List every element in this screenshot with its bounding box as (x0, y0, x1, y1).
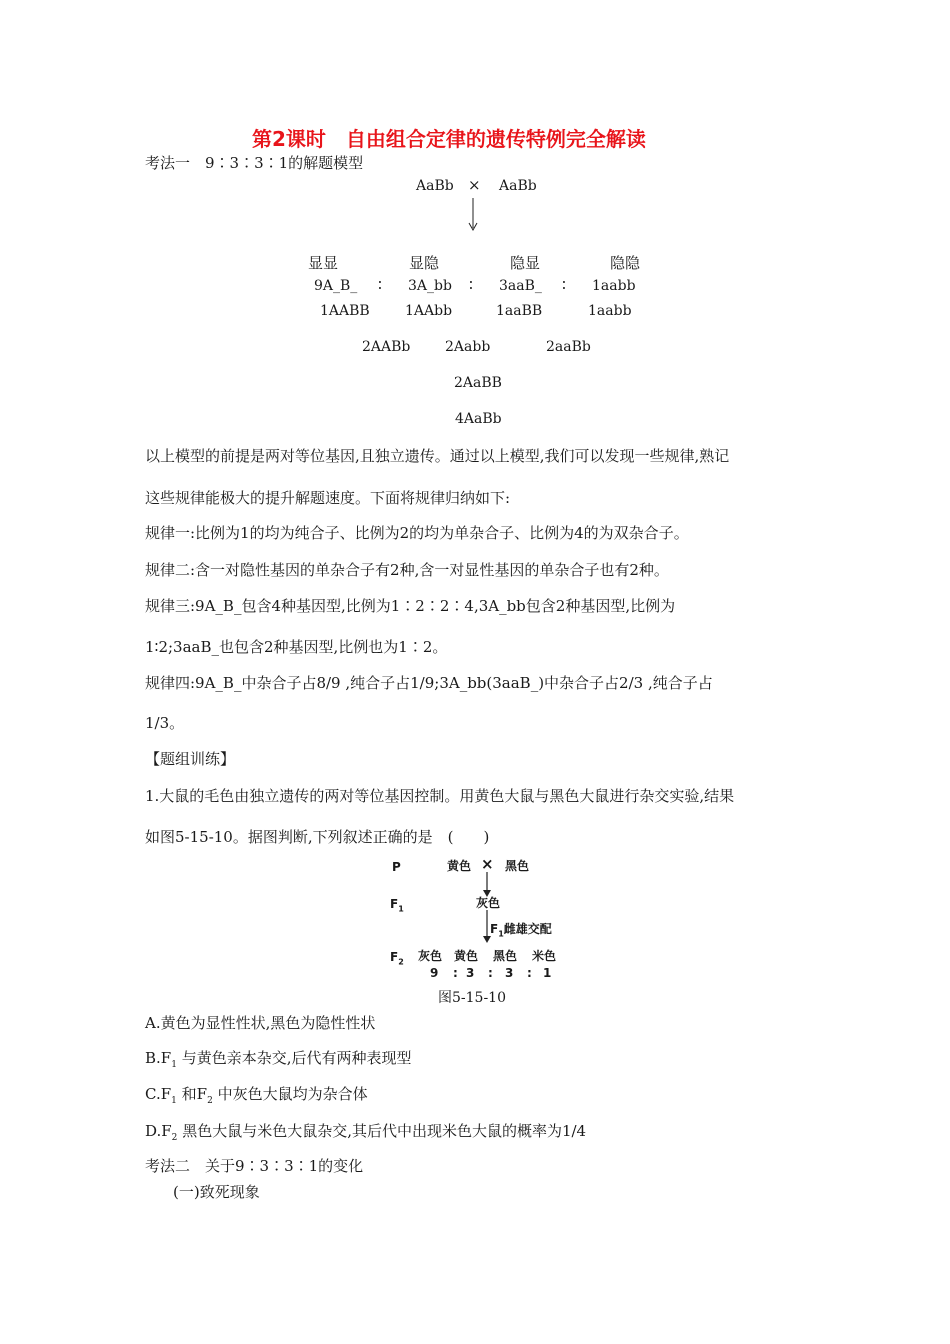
training-heading: 【题组训练】 (145, 750, 236, 768)
genotype: 2Aabb (445, 339, 491, 355)
ratio-separator: ∶ (562, 276, 566, 294)
method1-heading: 考法一 9∶3∶3∶1的解题模型 (145, 154, 364, 172)
genotype-group: 9A_B_ (314, 278, 358, 294)
genotype-group: 3A_bb (408, 278, 452, 294)
subsection-lethal: (一)致死现象 (173, 1183, 260, 1201)
question-1-cont: 如图5-15-10。据图判断,下列叙述正确的是 ( ) (145, 828, 490, 846)
p-label: P (392, 860, 401, 874)
parent-black: 黑色 (505, 859, 530, 873)
f2-phenotype: 黑色 (493, 949, 518, 963)
rule-three-cont: 1∶2;3aaB_也包含2种基因型,比例也为1∶2。 (145, 638, 448, 656)
parent-left: AaBb (416, 178, 454, 194)
figure-caption: 图5-15-10 (438, 990, 506, 1006)
option-b: $B.F_1$ 与黄色亲本杂交,后代有两种表现型 (145, 1049, 412, 1070)
rule-two: 规律二:含一对隐性基因的单杂合子有2种,含一对显性基因的单杂合子也有2种。 (145, 561, 669, 579)
rule-four: 规律四:9A_B_中杂合子占8/9 ,纯合子占1/9;3A_bb(3aaB_)中杂合子占2/3 ,纯合子占 (145, 674, 713, 692)
genotype: 1AABB (320, 303, 370, 319)
f1-gray: 灰色 (476, 896, 501, 910)
genotype: 1AAbb (405, 303, 453, 319)
cross-symbol: × (468, 176, 481, 194)
f2-ratio-sep: : (527, 966, 532, 980)
f2-ratio-sep: : (453, 966, 458, 980)
f2-phenotype: 米色 (532, 949, 557, 963)
question-1: 1.大鼠的毛色由独立遗传的两对等位基因控制。用黄色大鼠与黑色大鼠进行杂交实验,结果 (145, 787, 735, 805)
ratio-separator: ∶ (378, 276, 382, 294)
genotype-group: 1aabb (592, 278, 636, 294)
intro-line: 以上模型的前提是两对等位基因,且独立遗传。通过以上模型,我们可以发现一些规律,熟记 (145, 447, 730, 465)
option-a: A.黄色为显性性状,黑色为隐性性状 (145, 1014, 376, 1032)
genotype-group: 3aaB_ (499, 278, 542, 294)
down-arrow-icon (466, 198, 480, 232)
intro-line: 这些规律能极大的提升解题速度。下面将规律归纳如下: (145, 489, 511, 507)
parent-right: AaBb (499, 178, 537, 194)
genotype: 2aaBb (546, 339, 591, 355)
f2-ratio-value: 3 (505, 966, 514, 980)
f2-ratio-value: 1 (543, 966, 552, 980)
f2-ratio-sep: : (488, 966, 493, 980)
rule-one: 规律一:比例为1的均为纯合子、比例为2的均为单杂合子、比例为4的为双杂合子。 (145, 524, 689, 542)
genotype: 1aabb (588, 303, 632, 319)
phenotype-label: 隐显 (510, 254, 541, 272)
phenotype-label: 显显 (308, 254, 339, 272)
f2-ratio-value: 9 (430, 966, 439, 980)
page-title: 第2课时 自由组合定律的遗传特例完全解读 (252, 127, 646, 151)
rule-four-cont: 1/3。 (145, 714, 185, 732)
phenotype-label: 显隐 (409, 254, 440, 272)
genotype: 4AaBb (455, 411, 502, 427)
f1-mating-label: $F_1$雌雄交配 (490, 922, 552, 939)
genotype: 1aaBB (496, 303, 543, 319)
cross-symbol: × (481, 855, 494, 873)
f2-ratio-value: 3 (466, 966, 475, 980)
phenotype-label: 隐隐 (610, 254, 641, 272)
option-c: $C.F_1$ 和$F_2$ 中灰色大鼠均为杂合体 (145, 1085, 368, 1106)
genotype: 2AaBB (454, 375, 502, 391)
option-d: $D.F_2$ 黑色大鼠与米色大鼠杂交,其后代中出现米色大鼠的概率为1/4 (145, 1122, 587, 1143)
method2-heading: 考法二 关于9∶3∶3∶1的变化 (145, 1157, 364, 1175)
parent-yellow: 黄色 (447, 859, 472, 873)
ratio-separator: ∶ (469, 276, 473, 294)
f2-label: $F_2$ (390, 950, 404, 967)
genotype: 2AABb (362, 339, 411, 355)
f2-phenotype: 黄色 (454, 949, 479, 963)
f1-label: $F_1$ (390, 897, 404, 914)
f2-phenotype: 灰色 (418, 949, 443, 963)
rule-three: 规律三:9A_B_包含4种基因型,比例为1∶2∶2∶4,3A_bb包含2种基因型,比例为 (145, 597, 676, 615)
